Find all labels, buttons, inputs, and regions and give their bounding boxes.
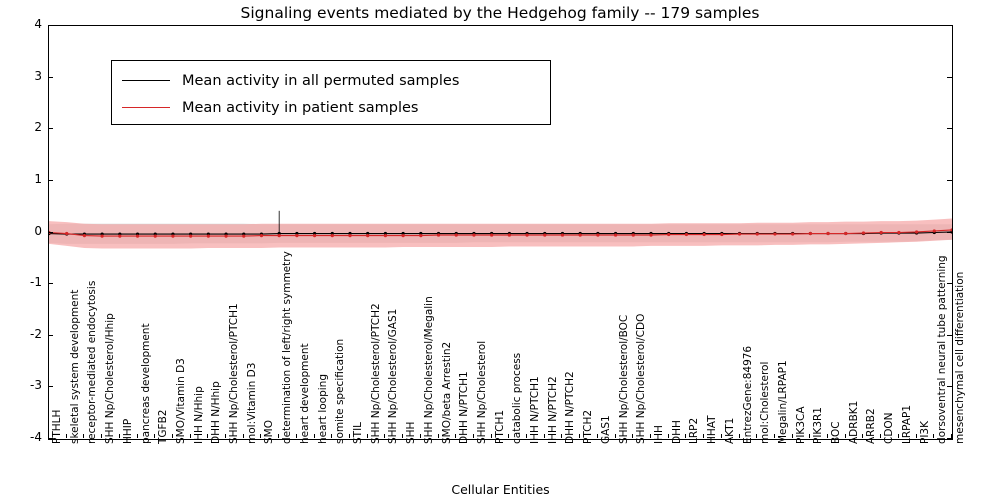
- x-axis-category-labels: [48, 0, 966, 500]
- x-category-label: PTCH2: [582, 409, 595, 444]
- x-category-label: PI3K: [918, 421, 931, 444]
- x-category-label: heart looping: [316, 374, 329, 444]
- x-category-label: mol:Cholesterol: [759, 361, 772, 444]
- x-axis-label: Cellular Entities: [451, 482, 550, 497]
- x-category-label: dorsoventral neural tube patterning: [936, 255, 949, 444]
- x-category-label: determination of left/right symmetry: [281, 251, 294, 444]
- x-category-label: IHH N/PTCH2: [546, 376, 559, 444]
- legend-label-permuted: Mean activity in all permuted samples: [182, 72, 460, 89]
- x-category-label: DHH N/PTCH2: [564, 371, 577, 444]
- x-category-label: IHH N/PTCH1: [529, 376, 542, 444]
- x-category-label: STIL: [352, 421, 364, 444]
- x-category-label: IHH N/Hhip: [192, 386, 205, 444]
- x-category-label: mesenchymal cell differentiation: [954, 271, 966, 444]
- y-tick-label: 1: [34, 171, 42, 186]
- x-category-label: receptor-mediated endocytosis: [86, 280, 99, 444]
- x-category-label: IHH: [653, 425, 665, 444]
- x-category-label: AKT1: [723, 417, 736, 444]
- legend-label-patient: Mean activity in patient samples: [182, 99, 419, 116]
- x-category-label: BOC: [830, 421, 843, 444]
- x-category-label: SMO/Vitamin D3: [174, 358, 187, 444]
- x-category-label: SHH Np/Cholesterol/Megalin: [422, 296, 435, 444]
- x-category-label: EntrezGene:84976: [741, 345, 754, 444]
- x-category-label: LRPAP1: [900, 404, 913, 444]
- x-category-label: ARRB2: [865, 408, 878, 444]
- y-tick-label: 3: [34, 68, 42, 83]
- x-category-label: pancreas development: [139, 323, 152, 444]
- y-tick-label: -3: [30, 378, 42, 393]
- chart-title: Signaling events mediated by the Hedgehog family -- 179 samples: [240, 4, 760, 22]
- x-category-label: somite specification: [334, 338, 347, 444]
- x-category-label: SHH Np/Cholesterol/PTCH1: [228, 303, 241, 444]
- x-category-label: SHH Np/Cholesterol/PTCH2: [369, 303, 382, 444]
- x-category-label: SMO: [263, 420, 276, 444]
- x-category-label: SHH Np/Cholesterol/GAS1: [387, 308, 400, 444]
- x-category-label: DHH N/Hhip: [210, 381, 223, 444]
- x-category-label: skeletal system development: [68, 289, 81, 444]
- x-category-label: catabolic process: [511, 352, 524, 444]
- x-category-label: GAS1: [599, 415, 612, 444]
- x-category-label: TGFB2: [157, 409, 170, 444]
- x-category-label: LRP2: [688, 417, 701, 444]
- x-category-label: HHAT: [706, 415, 719, 444]
- x-category-label: CDON: [883, 412, 896, 444]
- x-category-label: SHH Np/Cholesterol/CDO: [635, 313, 648, 444]
- x-category-label: PTHLH: [51, 409, 63, 444]
- x-category-label: PTCH1: [493, 409, 506, 444]
- y-tick-label: -1: [30, 275, 42, 290]
- x-category-label: SHH Np/Cholesterol: [475, 340, 488, 444]
- x-category-label: Megalin/LRPAP1: [776, 360, 789, 444]
- x-category-label: SMO/beta Arrestin2: [440, 341, 453, 444]
- y-tick-label: -4: [30, 430, 42, 444]
- x-category-label: PIK3CA: [794, 406, 807, 444]
- y-tick-label: 2: [34, 120, 42, 135]
- y-tick-label: -2: [30, 326, 42, 341]
- y-tick-label: 4: [34, 17, 42, 31]
- x-category-label: HHIP: [121, 418, 134, 444]
- x-category-label: ADRBK1: [847, 400, 860, 444]
- x-category-label: DHH: [670, 420, 683, 444]
- x-category-label: SHH Np/Cholesterol/BOC: [617, 314, 630, 444]
- y-tick-label: 0: [34, 223, 42, 238]
- x-category-label: SHH: [405, 421, 418, 444]
- x-category-label: mol:Vitamin D3: [245, 362, 258, 444]
- x-category-label: DHH N/PTCH1: [458, 371, 471, 444]
- x-category-label: SHH Np/Cholesterol/Hhip: [104, 313, 117, 444]
- x-category-label: PIK3R1: [812, 407, 825, 444]
- x-category-label: heart development: [298, 343, 311, 444]
